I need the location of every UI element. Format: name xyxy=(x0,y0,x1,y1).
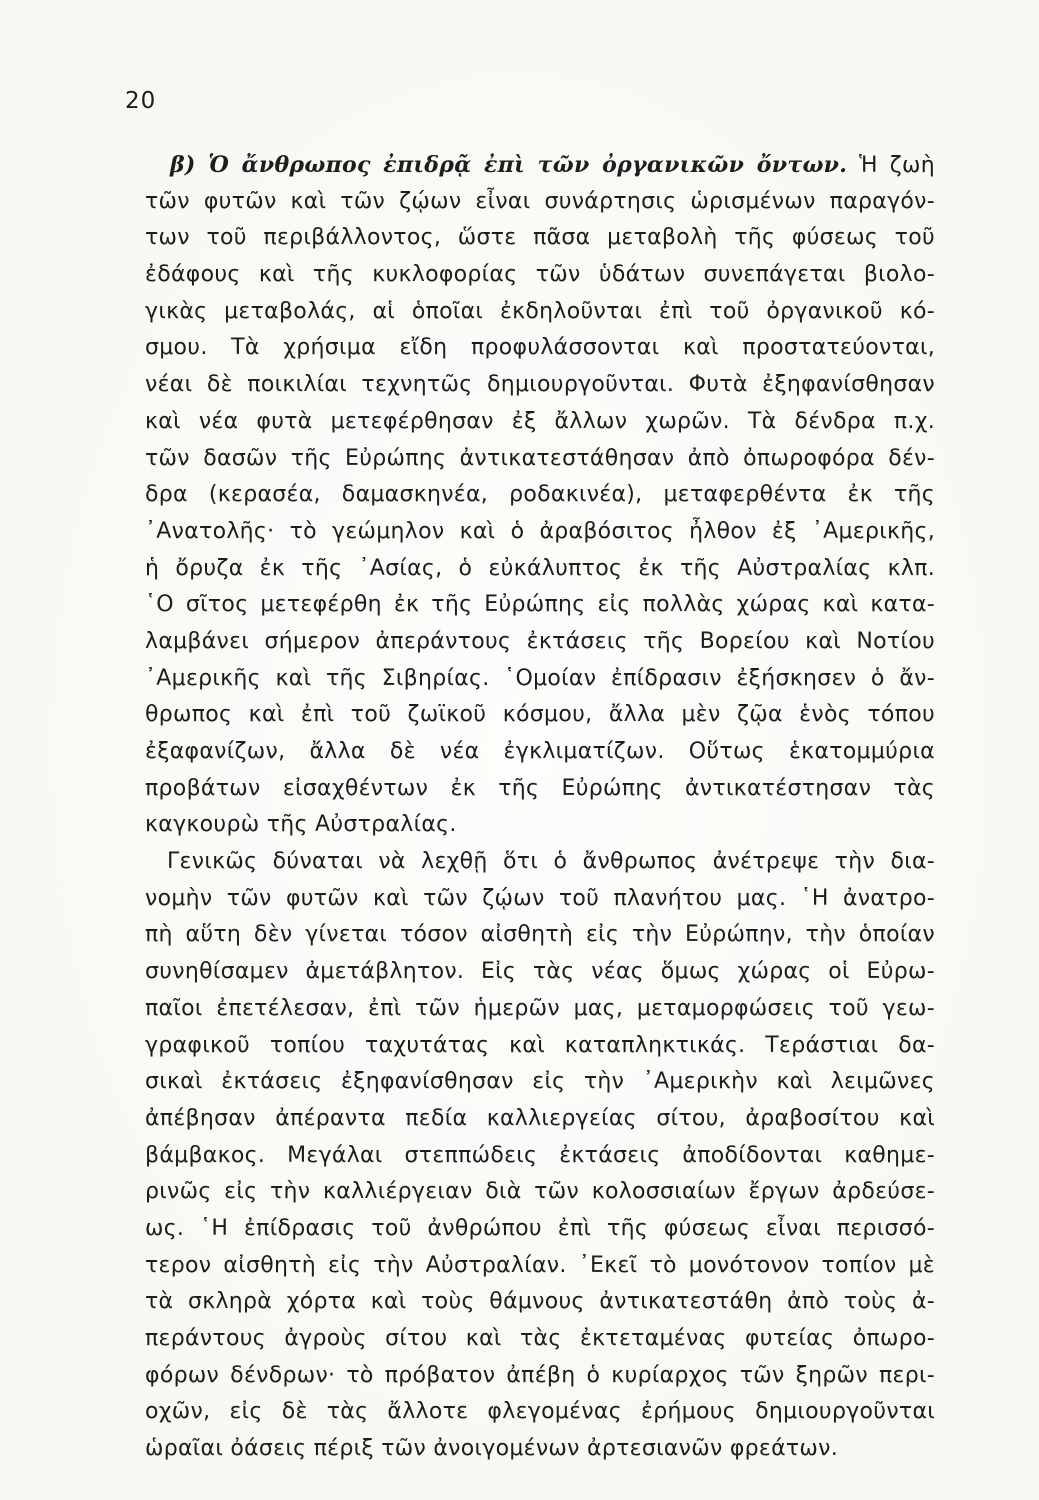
text-line: Γενικῶς δύναται νὰ λεχθῇ ὅτι ὁ ἄνθρωπος ἀνέτρεψε τὴν δια- xyxy=(167,849,935,875)
text-line: παῖοι ἐπετέλεσαν, ἐπὶ τῶν ἡμερῶν μας, μεταμορφώσεις τοῦ γεω- xyxy=(145,995,935,1021)
text-line: οχῶν, εἰς δὲ τὰς ἄλλοτε φλεγομένας ἐρήμους δημιουργοῦνται xyxy=(145,1399,935,1425)
text-line: θρωπος καὶ ἐπὶ τοῦ ζωϊκοῦ κόσμου, ἄλλα μὲν ζῷα ἑνὸς τόπου xyxy=(145,702,935,728)
text-line: προβάτων εἰσαχθέντων ἐκ τῆς Εὐρώπης ἀντικατέστησαν τὰς xyxy=(145,775,935,801)
body-text xyxy=(145,147,935,1468)
text-line: συνηθίσαμεν ἀμετάβλητον. Εἰς τὰς νέας ὅμως χώρας οἱ Εὐρω- xyxy=(145,959,935,985)
text-line: σμου. Τὰ χρήσιμα εἴδη προφυλάσσονται καὶ προστατεύονται, xyxy=(145,335,935,361)
text-line: περάντους ἀγροὺς σίτου καὶ τὰς ἐκτεταμένας φυτείας ὀπωρο- xyxy=(145,1326,935,1351)
text-line: ἡ ὄρυζα ἐκ τῆς ᾿Ασίας, ὁ εὐκάλυπτος ἐκ τῆς Αὐστραλίας κλπ. xyxy=(145,555,935,581)
text-line: ρινῶς εἰς τὴν καλλιέργειαν διὰ τῶν κολοσσιαίων ἔργων ἀρδεύσε- xyxy=(145,1179,935,1205)
text-line: τὰ σκληρὰ χόρτα καὶ τοὺς θάμνους ἀντικατεστάθη ἀπὸ τοὺς ἀ- xyxy=(145,1289,935,1315)
text-line: ᾿Ανατολῆς· τὸ γεώμηλον καὶ ὁ ἀραβόσιτος ἦλθον ἐξ ᾿Αμερικῆς, xyxy=(145,518,935,544)
page-number: 20 xyxy=(125,88,157,114)
text-line: ἐξαφανίζων, ἄλλα δὲ νέα ἐγκλιματίζων. Οὕτως ἑκατομμύρια xyxy=(145,739,935,764)
text-line: ῾Ο σῖτος μετεφέρθη ἐκ τῆς Εὐρώπης εἰς πολλὰς χώρας καὶ κατα- xyxy=(145,592,935,618)
text-line: λαμβάνει σήμερον ἀπεράντους ἐκτάσεις τῆς Βορείου καὶ Νοτίου xyxy=(145,628,935,654)
text-line: νομὴν τῶν φυτῶν καὶ τῶν ζῴων τοῦ πλανήτου μας. ῾Η ἀνατρο- xyxy=(145,885,935,911)
text-line: δρα (κερασέα, δαμασκηνέα, ροδακινέα), μεταφερθέντα ἐκ τῆς xyxy=(145,482,935,508)
text-line: τῶν δασῶν τῆς Εὐρώπης ἀντικατεστάθησαν ἀπὸ ὀπωροφόρα δέν- xyxy=(145,445,935,471)
heading-line xyxy=(145,147,935,184)
text-line: ως. ῾Η ἐπίδρασις τοῦ ἀνθρώπου ἐπὶ τῆς φύσεως εἶναι περισσό- xyxy=(145,1215,935,1241)
text-line: Ἡ ζωὴ xyxy=(859,153,935,178)
text-line: ἐδάφους καὶ τῆς κυκλοφορίας τῶν ὑδάτων συνεπάγεται βιολο- xyxy=(145,262,935,288)
text-line: ᾿Αμερικῆς καὶ τῆς Σιβηρίας. ῾Ομοίαν ἐπίδρασιν ἐξήσκησεν ὁ ἄν- xyxy=(145,665,935,691)
text-line: των τοῦ περιβάλλοντος, ὥστε πᾶσα μεταβολὴ τῆς φύσεως τοῦ xyxy=(145,225,935,251)
text-line: τῶν φυτῶν καὶ τῶν ζῴων εἶναι συνάρτησις ὡρισμένων παραγόν- xyxy=(145,188,935,214)
text-line: τερον αἰσθητὴ εἰς τὴν Αὐστραλίαν. ᾿Εκεῖ τὸ μονότονον τοπίον μὲ xyxy=(145,1252,935,1278)
text-line: καὶ νέα φυτὰ μετεφέρθησαν ἐξ ἄλλων χωρῶν. Τὰ δένδρα π.χ. xyxy=(145,408,935,434)
text-line: σικαὶ ἐκτάσεις ἐξηφανίσθησαν εἰς τὴν ᾿Αμερικὴν καὶ λειμῶνες xyxy=(145,1069,935,1095)
text-line: φόρων δένδρων· τὸ πρόβατον ἀπέβη ὁ κυρίαρχος τῶν ξηρῶν περι- xyxy=(145,1362,935,1388)
text-line: γικὰς μεταβολάς, αἱ ὁποῖαι ἐκδηλοῦνται ἐπὶ τοῦ ὀργανικοῦ κό- xyxy=(145,298,935,324)
text-line: νέαι δὲ ποικιλίαι τεχνητῶς δημιουργοῦνται. Φυτὰ ἐξηφανίσθησαν xyxy=(145,372,935,398)
text-line: ὡραῖαι ὀάσεις πέριξ τῶν ἀνοιγομένων ἀρτεσιανῶν φρεάτων. xyxy=(145,1436,839,1462)
text-line: βάμβακος. Μεγάλαι στεππώδεις ἐκτάσεις ἀποδίδονται καθημε- xyxy=(145,1142,935,1168)
text-line: καγκουρὼ τῆς Αὐστραλίας. xyxy=(145,812,457,838)
text-line: γραφικοῦ τοπίου ταχυτάτας καὶ καταπληκτικάς. Τεράστιαι δα- xyxy=(145,1032,935,1058)
text-line: ἀπέβησαν ἀπέραντα πεδία καλλιεργείας σίτου, ἀραβοσίτου καὶ xyxy=(145,1105,935,1131)
text-line: πὴ αὕτη δὲν γίνεται τόσον αἰσθητὴ εἰς τὴν Εὐρώπην, τὴν ὁποίαν xyxy=(145,922,935,948)
section-heading: β) Ὁ ἄνθρωπος ἐπιδρᾷ ἐπὶ τῶν ὀργανικῶν ὄντων. xyxy=(170,152,848,178)
